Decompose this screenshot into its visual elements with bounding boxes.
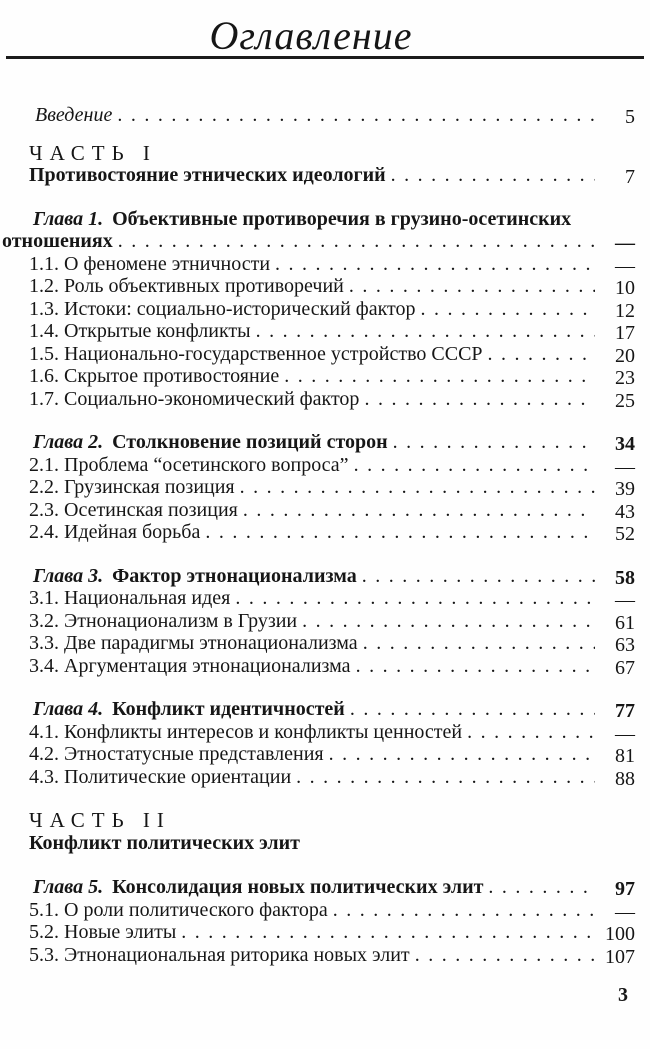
entry-label: 1.5. Национально-государственное устройство СССР — [29, 342, 483, 365]
toc-entry — [29, 921, 635, 944]
entry-label: 1.4. Открытые конфликты — [29, 320, 251, 342]
entry-label: 5.2. Новые элиты — [29, 921, 177, 943]
page-number: 43 — [615, 500, 635, 523]
chapter-5-heading — [29, 876, 635, 899]
chapter-title: Объективные противоречия в грузино-осетинских — [112, 207, 572, 230]
dot-leader — [256, 320, 595, 343]
chapter-1-heading — [29, 208, 635, 231]
chapter-label: Глава 2. — [33, 431, 104, 453]
page-number: 7 — [625, 166, 635, 188]
entry-label: 1.7. Социально-экономический фактор — [29, 387, 360, 410]
chapter-label: Глава 1. — [33, 207, 104, 230]
toc-entry — [29, 499, 635, 522]
entry-label: 2.1. Проблема “осетинского вопроса” — [29, 453, 349, 476]
dot-leader — [243, 499, 595, 522]
part-1-kicker: ЧАСТЬ I — [29, 140, 157, 165]
entry-label: 1.3. Истоки: социально-исторический фактор — [29, 297, 416, 320]
page-number: 5 — [625, 106, 635, 128]
entry-label: 3.3. Две парадигмы этнонационализма — [29, 632, 358, 654]
chapter-3-heading — [29, 565, 635, 588]
page-number: — — [615, 722, 635, 745]
entry-label: 1.2. Роль объективных противоречий — [29, 275, 344, 297]
dot-leader — [240, 476, 595, 499]
page-number: 107 — [605, 945, 635, 968]
chapter-title: Консолидация новых политических элит — [112, 876, 484, 898]
entry-label: 2.4. Идейная борьба — [29, 521, 201, 543]
toc-entry — [29, 343, 635, 366]
dot-leader — [275, 253, 595, 276]
toc-entry — [29, 610, 635, 633]
dot-leader — [333, 899, 595, 922]
toc-entry — [29, 655, 635, 678]
page-number: — — [615, 900, 635, 923]
table-of-contents — [0, 104, 650, 966]
dot-leader — [117, 104, 595, 127]
dot-leader — [118, 230, 595, 253]
toc-entry — [29, 298, 635, 321]
dot-leader — [362, 565, 595, 588]
toc-entry — [29, 944, 635, 967]
page-number: 25 — [615, 389, 635, 412]
part-1-title: Противостояние этнических идеологий — [29, 164, 386, 186]
chapter-title: Фактор этнонационализма — [112, 564, 357, 587]
toc-entry — [29, 320, 635, 343]
dot-leader — [296, 766, 595, 789]
toc-entry — [29, 365, 635, 388]
page-number: 97 — [615, 878, 635, 900]
page-number: — — [615, 589, 635, 611]
dot-leader — [363, 632, 595, 655]
page-number: — — [615, 232, 635, 254]
part-1-title-row — [29, 164, 635, 187]
toc-entry — [29, 275, 635, 298]
dot-leader — [329, 743, 595, 766]
toc-entry-introduction — [29, 104, 635, 127]
page-number: 63 — [615, 634, 635, 656]
folio-page-number: 3 — [618, 984, 628, 1006]
dot-leader — [421, 298, 595, 321]
entry-label: 4.3. Политические ориентации — [29, 765, 292, 788]
chapter-title: Столкновение позиций сторон — [112, 431, 388, 453]
chapter-label: Глава 5. — [33, 876, 104, 898]
entry-label: 3.2. Этнонационализм в Грузии — [29, 609, 298, 632]
dot-leader — [356, 655, 595, 678]
part-2-title-row — [29, 832, 635, 855]
page-number: — — [615, 254, 635, 277]
entry-label: 3.4. Аргументация этнонационализма — [29, 654, 351, 677]
page-number: 12 — [615, 299, 635, 322]
page-number: 20 — [615, 344, 635, 367]
entry-label: 5.1. О роли политического фактора — [29, 898, 328, 921]
chapter-2-block — [29, 431, 635, 544]
chapter-title-continued: отношениях — [2, 230, 113, 252]
dot-leader — [349, 275, 595, 298]
chapter-label: Глава 3. — [33, 564, 104, 587]
entry-label: 2.3. Осетинская позиция — [29, 498, 238, 521]
chapter-1-heading-continued — [2, 230, 635, 253]
entry-label: 3.1. Национальная идея — [29, 587, 231, 609]
entry-label: Введение — [35, 104, 113, 126]
page-number: — — [615, 455, 635, 478]
chapter-5-block — [29, 876, 635, 966]
page-number: 61 — [615, 611, 635, 634]
toc-entry — [29, 253, 635, 276]
page-number: 23 — [615, 367, 635, 389]
dot-leader — [393, 431, 595, 454]
chapter-1-block — [2, 207, 635, 412]
page-number: 58 — [615, 566, 635, 589]
chapter-3-block — [29, 565, 635, 678]
toc-entry — [29, 721, 635, 744]
page-number: 100 — [605, 923, 635, 945]
dot-leader — [364, 388, 595, 411]
toc-entry — [29, 587, 635, 610]
dot-leader — [467, 721, 595, 744]
dot-leader — [181, 921, 595, 944]
toc-entry — [29, 476, 635, 499]
page-number: 34 — [615, 433, 635, 455]
dot-leader — [488, 876, 595, 899]
page-number: 10 — [615, 277, 635, 299]
entry-label: 1.6. Скрытое противостояние — [29, 365, 280, 387]
toc-entry — [29, 766, 635, 789]
dot-leader — [354, 454, 595, 477]
toc-entry — [29, 743, 635, 766]
part-1-heading — [29, 142, 635, 187]
part-2-heading — [29, 809, 635, 854]
page-number: 77 — [615, 700, 635, 722]
part-2-title: Конфликт политических элит — [29, 831, 300, 854]
chapter-2-heading — [29, 431, 635, 454]
dot-leader — [235, 587, 595, 610]
page-number: 67 — [615, 656, 635, 679]
page-number: 88 — [615, 767, 635, 790]
entry-label: 4.2. Этностатусные представления — [29, 743, 324, 765]
toc-entry — [29, 521, 635, 544]
entry-label: 2.2. Грузинская позиция — [29, 476, 235, 498]
page-number: 39 — [615, 478, 635, 500]
toc-entry — [29, 632, 635, 655]
dot-leader — [488, 343, 595, 366]
entry-label: 1.1. О феномене этничности — [29, 252, 271, 275]
page-title: Оглавление — [209, 13, 413, 58]
toc-entry — [29, 388, 635, 411]
dot-leader — [415, 944, 595, 967]
entry-label: 5.3. Этнонациональная риторика новых элит — [29, 943, 410, 966]
dot-leader — [205, 521, 595, 544]
toc-entry — [29, 454, 635, 477]
page-number: 17 — [615, 322, 635, 344]
chapter-4-heading — [29, 698, 635, 721]
part-2-kicker: ЧАСТЬ II — [29, 808, 171, 832]
dot-leader — [302, 610, 595, 633]
chapter-title: Конфликт идентичностей — [112, 698, 345, 720]
page-number: 81 — [615, 745, 635, 767]
dot-leader — [284, 365, 595, 388]
dot-leader — [350, 698, 595, 721]
dot-leader — [391, 164, 595, 187]
chapter-4-block — [29, 698, 635, 788]
entry-label: 4.1. Конфликты интересов и конфликты ценностей — [29, 720, 463, 743]
page-number: 52 — [615, 523, 635, 545]
chapter-label: Глава 4. — [33, 698, 104, 720]
toc-entry — [29, 899, 635, 922]
